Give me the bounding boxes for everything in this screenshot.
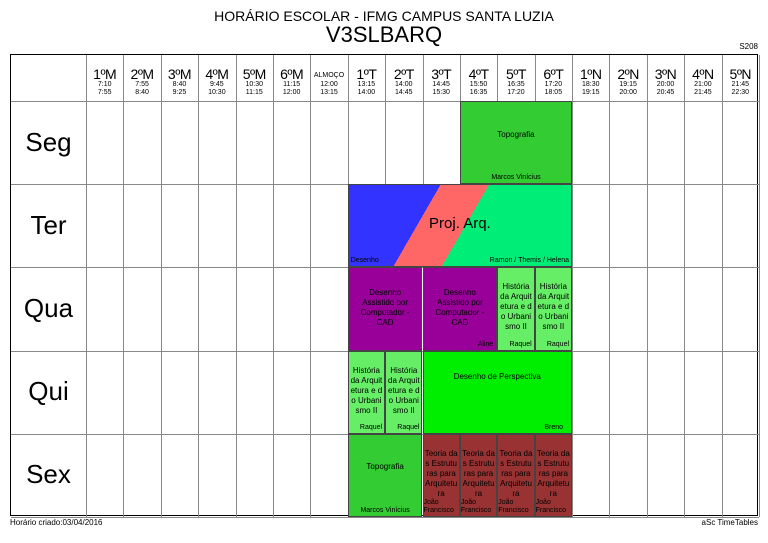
lesson-teacher: Raquel <box>359 423 383 431</box>
period-label: 2ºT <box>393 66 414 82</box>
lesson-subject: Teoria das Estruturas para Arquitetura <box>499 448 533 498</box>
period-header <box>123 67 160 97</box>
lesson-teacher: João Francisco <box>498 498 529 514</box>
grid-column-line <box>310 55 311 517</box>
lesson-teacher: João Francisco <box>535 498 566 514</box>
lesson-subject: Desenho Assistido por Computador - CAD <box>435 288 485 328</box>
grid-column-line <box>236 55 237 517</box>
lesson-cell[interactable] <box>535 267 572 350</box>
period-header <box>497 67 534 97</box>
grid-column-line <box>722 55 723 517</box>
created-date: Horário criado:03/04/2016 <box>10 518 103 527</box>
lesson-teacher: Raquel <box>546 340 570 348</box>
period-start-time: 21:45 <box>731 81 750 88</box>
period-header <box>423 67 460 97</box>
period-start-time: 14:45 <box>432 81 450 88</box>
lesson-teacher: Breno <box>544 423 564 431</box>
lesson-subject: Topografia <box>497 129 535 139</box>
lesson-cell[interactable] <box>423 434 460 517</box>
period-end-time: 20:45 <box>656 89 675 96</box>
lesson-cell[interactable] <box>348 351 385 434</box>
period-end-time: 13:15 <box>320 89 338 96</box>
lesson-subject: História da Arquitetura e do Urbanismo II <box>500 282 532 332</box>
period-label: 1ºM <box>93 66 117 82</box>
timetable-grid <box>10 54 758 516</box>
lesson-subject: Teoria das Estruturas para Arquitetura <box>536 448 570 498</box>
period-start-time: 7:10 <box>97 81 112 88</box>
lesson-subject: História da Arquitetura e do Urbanismo II <box>388 365 420 415</box>
period-header <box>310 67 347 97</box>
period-label: 3ºN <box>654 66 677 82</box>
lesson-subject: Proj. Arq. <box>429 214 491 232</box>
class-name: V3SLBARQ <box>325 22 443 47</box>
period-label: 3ºM <box>167 66 191 82</box>
period-label: 2ºN <box>617 66 639 82</box>
period-start-time: 20:00 <box>656 81 675 88</box>
period-header <box>722 67 759 97</box>
period-end-time: 14:00 <box>357 89 376 96</box>
period-end-time: 15:30 <box>432 89 450 96</box>
period-label: 1ºN <box>579 66 602 82</box>
grid-column-line <box>609 55 610 517</box>
period-end-time: 11:15 <box>245 89 263 96</box>
period-end-time: 22:30 <box>731 89 750 96</box>
period-header <box>273 67 310 97</box>
lesson-teacher: Ramon / Themis / Helena <box>489 257 570 265</box>
lesson-cell[interactable] <box>460 101 572 184</box>
lesson-teacher: Raquel <box>397 423 420 431</box>
period-end-time: 14:45 <box>395 89 413 96</box>
grid-column-line <box>759 55 760 517</box>
period-label: 5ºN <box>729 66 752 82</box>
lesson-teacher: Desenho <box>350 257 379 265</box>
lesson-teacher: Raquel <box>509 340 532 348</box>
period-header <box>609 67 646 97</box>
period-start-time: 15:50 <box>469 81 488 88</box>
period-start-time: 21:00 <box>694 81 712 88</box>
lesson-cell[interactable] <box>423 351 573 434</box>
grid-row-line <box>11 517 759 518</box>
lesson-teacher: João Francisco <box>423 498 454 514</box>
day-label: Ter <box>30 209 67 240</box>
period-end-time: 20:00 <box>619 89 637 96</box>
lesson-teacher: Aline <box>477 340 494 348</box>
lesson-subject: História da Arquitetura e do Urbanismo II <box>537 282 570 332</box>
period-start-time: 11:15 <box>283 81 301 88</box>
grid-row-line <box>11 101 759 102</box>
grid-column-line <box>684 55 685 517</box>
period-start-time: 12:00 <box>320 81 338 88</box>
period-end-time: 21:45 <box>694 89 712 96</box>
period-label: 5ºM <box>242 66 266 82</box>
grid-column-line <box>161 55 162 517</box>
day-label: Sex <box>26 459 71 490</box>
lesson-cell[interactable] <box>348 184 572 267</box>
room-code: S208 <box>739 42 758 51</box>
grid-column-line <box>647 55 648 517</box>
period-start-time: 13:15 <box>357 81 376 88</box>
period-start-time: 19:15 <box>619 81 637 88</box>
period-header <box>86 67 123 97</box>
software-credit: aSc TimeTables <box>701 518 758 527</box>
period-header <box>684 67 721 97</box>
period-header <box>535 67 572 97</box>
period-start-time: 18:30 <box>581 81 600 88</box>
lesson-cell[interactable] <box>535 434 572 517</box>
period-header <box>236 67 273 97</box>
lesson-cell[interactable] <box>423 267 498 350</box>
lesson-cell[interactable] <box>497 434 534 517</box>
lesson-cell[interactable] <box>497 267 534 350</box>
period-label: 2ºM <box>130 66 154 82</box>
day-label: Qua <box>23 293 74 323</box>
period-label: 4ºN <box>692 66 714 82</box>
lesson-subject: Desenho de Perspectiva <box>453 371 541 381</box>
period-start-time: 16:35 <box>507 81 525 88</box>
period-label: ALMOÇO <box>313 72 345 79</box>
period-start-time: 14:00 <box>395 81 413 88</box>
period-header <box>647 67 684 97</box>
grid-column-line <box>86 55 87 517</box>
period-end-time: 12:00 <box>282 89 301 96</box>
period-start-time: 10:30 <box>245 81 263 88</box>
period-end-time: 16:35 <box>469 89 488 96</box>
period-end-time: 8:40 <box>135 89 149 96</box>
period-header <box>385 67 422 97</box>
period-end-time: 10:30 <box>208 89 226 96</box>
period-end-time: 17:20 <box>507 89 525 96</box>
period-start-time: 7:55 <box>135 81 149 88</box>
lesson-subject: Desenho Assistido por Computador - CAD <box>360 288 410 328</box>
lesson-teacher: Marcos Vinícius <box>360 506 410 514</box>
period-header <box>572 67 609 97</box>
period-label: 1ºT <box>356 66 377 82</box>
period-header <box>348 67 385 97</box>
lesson-teacher: Marcos Vinícius <box>491 174 541 182</box>
period-label: 4ºT <box>468 66 489 82</box>
day-label: Seg <box>25 126 72 157</box>
period-end-time: 9:25 <box>172 89 187 96</box>
period-end-time: 7:55 <box>97 89 112 96</box>
day-label: Qui <box>28 376 69 407</box>
lesson-cell[interactable] <box>348 267 423 350</box>
period-header <box>198 67 235 97</box>
period-label: 3ºT <box>431 66 452 82</box>
lesson-cell[interactable] <box>348 434 423 517</box>
period-start-time: 8:40 <box>172 81 187 88</box>
period-start-time: 17:20 <box>544 81 563 88</box>
period-header <box>460 67 497 97</box>
lesson-teacher: João Francisco <box>460 498 492 514</box>
period-label: 4ºM <box>205 66 229 82</box>
lesson-subject: Teoria das Estruturas para Arquitetura <box>424 448 458 498</box>
lesson-subject: História da Arquitetura e do Urbanismo II <box>350 365 383 415</box>
lesson-subject: Topografia <box>366 462 404 472</box>
grid-column-line <box>273 55 274 517</box>
period-end-time: 18:05 <box>544 89 563 96</box>
period-header <box>161 67 198 97</box>
period-label: 6ºT <box>543 66 564 82</box>
grid-column-line <box>123 55 124 517</box>
period-label: 6ºM <box>280 66 304 82</box>
lesson-cell[interactable] <box>385 351 422 434</box>
lesson-cell[interactable] <box>460 434 497 517</box>
grid-column-line <box>572 55 573 517</box>
period-start-time: 9:45 <box>210 81 224 88</box>
grid-column-line <box>198 55 199 517</box>
period-end-time: 19:15 <box>581 89 600 96</box>
lesson-subject: Teoria das Estruturas para Arquitetura <box>462 448 496 498</box>
page-title: HORÁRIO ESCOLAR - IFMG CAMPUS SANTA LUZIA <box>214 8 554 24</box>
period-label: 5ºT <box>505 66 526 82</box>
